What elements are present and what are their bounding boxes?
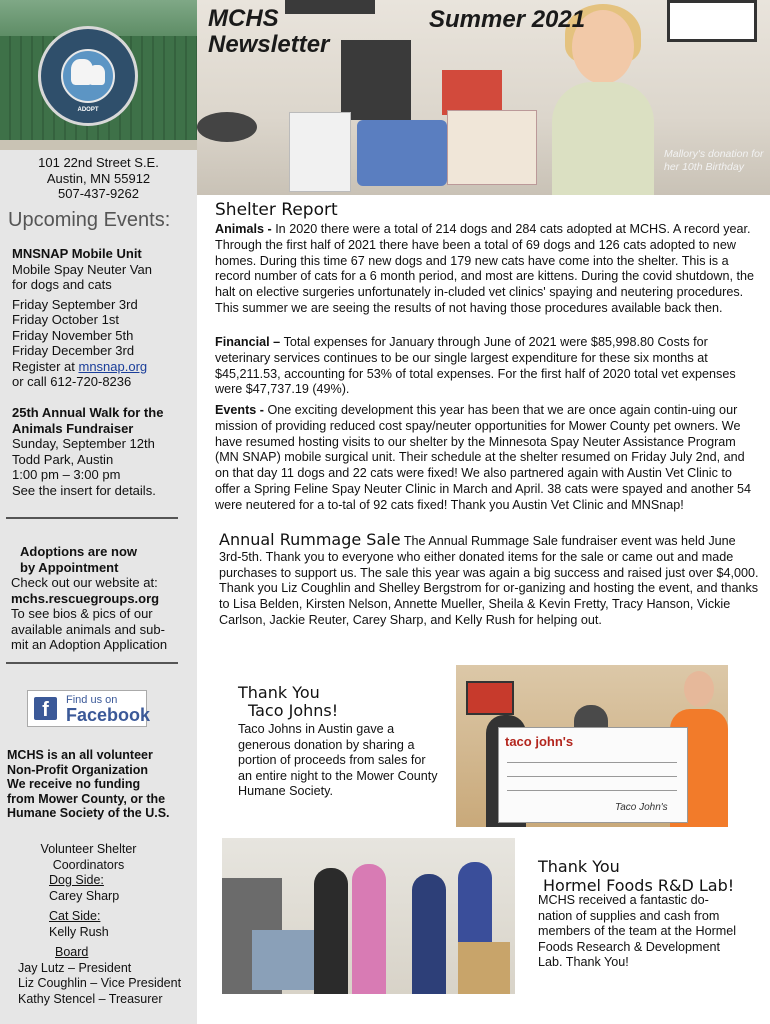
sidebar-divider [6, 517, 178, 519]
events-paragraph [215, 403, 760, 514]
event-date: Friday October 1st [12, 312, 119, 327]
event-mnsnap-line: for dogs and cats [12, 277, 112, 292]
shelter-address [0, 155, 197, 202]
adoptions-title: Adoptions are now [20, 544, 137, 559]
adoptions-title: by Appointment [20, 559, 119, 575]
animals-paragraph [215, 222, 760, 317]
facebook-badge[interactable] [27, 690, 151, 727]
sidebar-divider [6, 662, 178, 664]
upcoming-events-heading: Upcoming Events: [8, 209, 171, 231]
adoptions-line: available animals and sub- [11, 621, 165, 637]
event-walk-title: Animals Fundraiser [12, 420, 134, 436]
coordinators-heading: Coordinators [52, 857, 125, 872]
event-walk-line: 1:00 pm – 3:00 pm [12, 467, 121, 482]
event-date: Friday November 5th [12, 327, 134, 343]
taco-heading-line: Taco Johns! [248, 701, 339, 720]
address-city: Austin, MN 55912 [46, 170, 151, 186]
mnsnap-link[interactable]: mnsnap.org [78, 358, 148, 374]
cat-side-name: Kelly Rush [49, 924, 109, 939]
volunteer-coordinators [0, 842, 197, 1007]
adoptions-website[interactable]: mchs.rescuegroups.org [11, 590, 160, 606]
logo-adopt-text: ADOPT [77, 107, 99, 113]
newsletter-title-line: Newsletter [208, 31, 330, 58]
dog-side-name: Carey Sharp [49, 888, 120, 903]
taco-johns-text: Taco Johns in Austin gave a generous donation by sharing a portion of proceeds from sales for an entire night to the Mower County Humane Society. [238, 722, 438, 798]
address-phone: 507-437-9262 [58, 186, 139, 201]
taco-johns-heading [238, 684, 338, 720]
shelter-building-photo [0, 0, 197, 150]
note-line: We receive no funding [7, 777, 141, 791]
event-walk-title: 25th Annual Walk for the [12, 405, 164, 420]
hormel-heading-line: Hormel Foods R&D Lab! [543, 876, 735, 895]
event-date: Friday September 3rd [12, 296, 138, 312]
event-walk-line: Todd Park, Austin [12, 451, 114, 467]
event-mnsnap [12, 246, 192, 390]
rummage-sale-paragraph [219, 532, 759, 629]
hormel-heading-line: Thank You [538, 857, 620, 876]
board-member: Jay Lutz – President [18, 960, 132, 975]
volunteer-org-note [7, 748, 195, 821]
shelter-report-heading: Shelter Report [215, 200, 338, 220]
financial-paragraph [215, 335, 760, 398]
note-line: Non-Profit Organization [7, 762, 148, 777]
adoptions-line: mit an Adoption Application [11, 637, 168, 652]
facebook-find-us: Find us on [66, 694, 118, 706]
newsletter-title-line: MCHS [208, 5, 279, 32]
coordinators-heading: Volunteer Shelter [40, 842, 137, 856]
check-signature: Taco John's [615, 802, 668, 813]
check-brand-text: taco john's [505, 734, 574, 749]
board-member: Liz Coughlin – Vice President [18, 976, 182, 990]
hormel-team-photo [222, 838, 515, 994]
rummage-text: The Annual Rummage Sale fundraiser event was held June 3rd-5th. Thank you to everyone who either donated items for the sale or came out and made purchases to support us. The sale this year was again a big success and raised just over $4,000. Thank you Liz Coughlin and Shelley Bergstrom for or-ganizing and hosting the event, and thanks to Lisa Belden, Kirsten Nelson, Annette Mueller, Sheila & Kevin Fretty, Tracy Hanson, Vickie Carlson, Jackie Reuter, Carey Sharp, and Kelly Rush for helping out. [219, 534, 759, 627]
adoptions-block [11, 544, 193, 653]
taco-johns-check-photo [456, 665, 728, 827]
note-line: from Mower County, or the [7, 791, 166, 806]
facebook-label: Facebook [66, 705, 151, 725]
event-mnsnap-line: Mobile Spay Neuter Van [12, 261, 152, 277]
register-prefix: Register at [12, 358, 79, 374]
adoptions-line: Check out our website at: [11, 575, 158, 590]
hormel-heading [538, 857, 734, 895]
facebook-icon: f [34, 697, 57, 720]
address-street: 101 22nd Street S.E. [38, 155, 159, 170]
cat-side-label: Cat Side: [49, 909, 101, 923]
newsletter-title [208, 6, 329, 58]
donation-check [498, 727, 688, 823]
events-label: Events - [215, 403, 268, 417]
event-register [12, 359, 192, 375]
animals-label: Animals - [215, 222, 276, 236]
events-text: One exciting development this year has been that we are once again contin-uing our mission of providing reduced cost spay/neuter opportunities for Mower County pet owners. We have resumed hosting visits to our shelter by the Minnesota Spay Neuter Assistance Program (MN SNAP) mobile surgical unit. Their schedule at the shelter resumed on Friday July 2nd, and on that day 11 dogs and 22 cats were fixed! We also partnered again with Austin Vet Clinic to offer a Spring Feline Spay Neuter Clinic in March and April. 38 cats were spayed and another 54 were neutered for a to-tal of 92 cats fixed! Thank you Austin Vet Clinic and MNSnap! [215, 403, 752, 512]
note-line: Humane Society of the U.S. [7, 806, 170, 820]
note-line: MCHS is an all volunteer [7, 748, 153, 762]
humane-society-logo [38, 26, 138, 126]
rummage-heading: Annual Rummage Sale [219, 530, 401, 549]
animals-text: In 2020 there were a total of 214 dogs and 284 cats adopted at MCHS. A record year. Through the first half of 2021 there have been a total of 69 dogs and 126 cats adopted to new homes. During this time 67 new dogs and 179 new cats have come into the shelter. This is a record number of cats for a 6 month period, and most are kittens. During the covid shutdown, the halt on elective surgeries unfortunately in-cluded vet clinics' spaying and neutering procedures. This summer we are seeing the results of not having those procedures available back then. [215, 222, 755, 315]
event-walk-for-animals [12, 405, 192, 498]
taco-heading-line: Thank You [238, 683, 320, 702]
board-label: Board [55, 945, 89, 959]
dog-side-label: Dog Side: [49, 873, 104, 887]
event-phone: or call 612-720-8236 [12, 374, 132, 389]
financial-label: Financial – [215, 335, 284, 349]
event-date: Friday December 3rd [12, 343, 135, 358]
header-photo [197, 0, 770, 195]
board-member: Kathy Stencel – Treasurer [18, 991, 163, 1006]
event-walk-line: See the insert for details. [12, 482, 156, 498]
issue-label: Summer 2021 [429, 6, 586, 33]
financial-text: Total expenses for January through June of 2021 were $85,998.80 Costs for veterinary services continues to be our single largest expenditure for these six months at $45,211.53, accounting for 53% of total expenses. For the first half of 2020 total vet expenses were $47,737.19 (49%). [215, 335, 736, 397]
adoptions-line: To see bios & pics of our [11, 606, 153, 621]
event-walk-line: Sunday, September 12th [12, 436, 155, 451]
event-mnsnap-title: MNSNAP Mobile Unit [12, 246, 142, 261]
photo-caption: Mallory's donation for her 10th Birthday [664, 148, 764, 173]
sidebar [0, 0, 197, 1024]
hormel-text: MCHS received a fantastic do-nation of supplies and cash from members of the team at the Hormel Foods Research & Development Lab. Thank You! [538, 893, 737, 970]
